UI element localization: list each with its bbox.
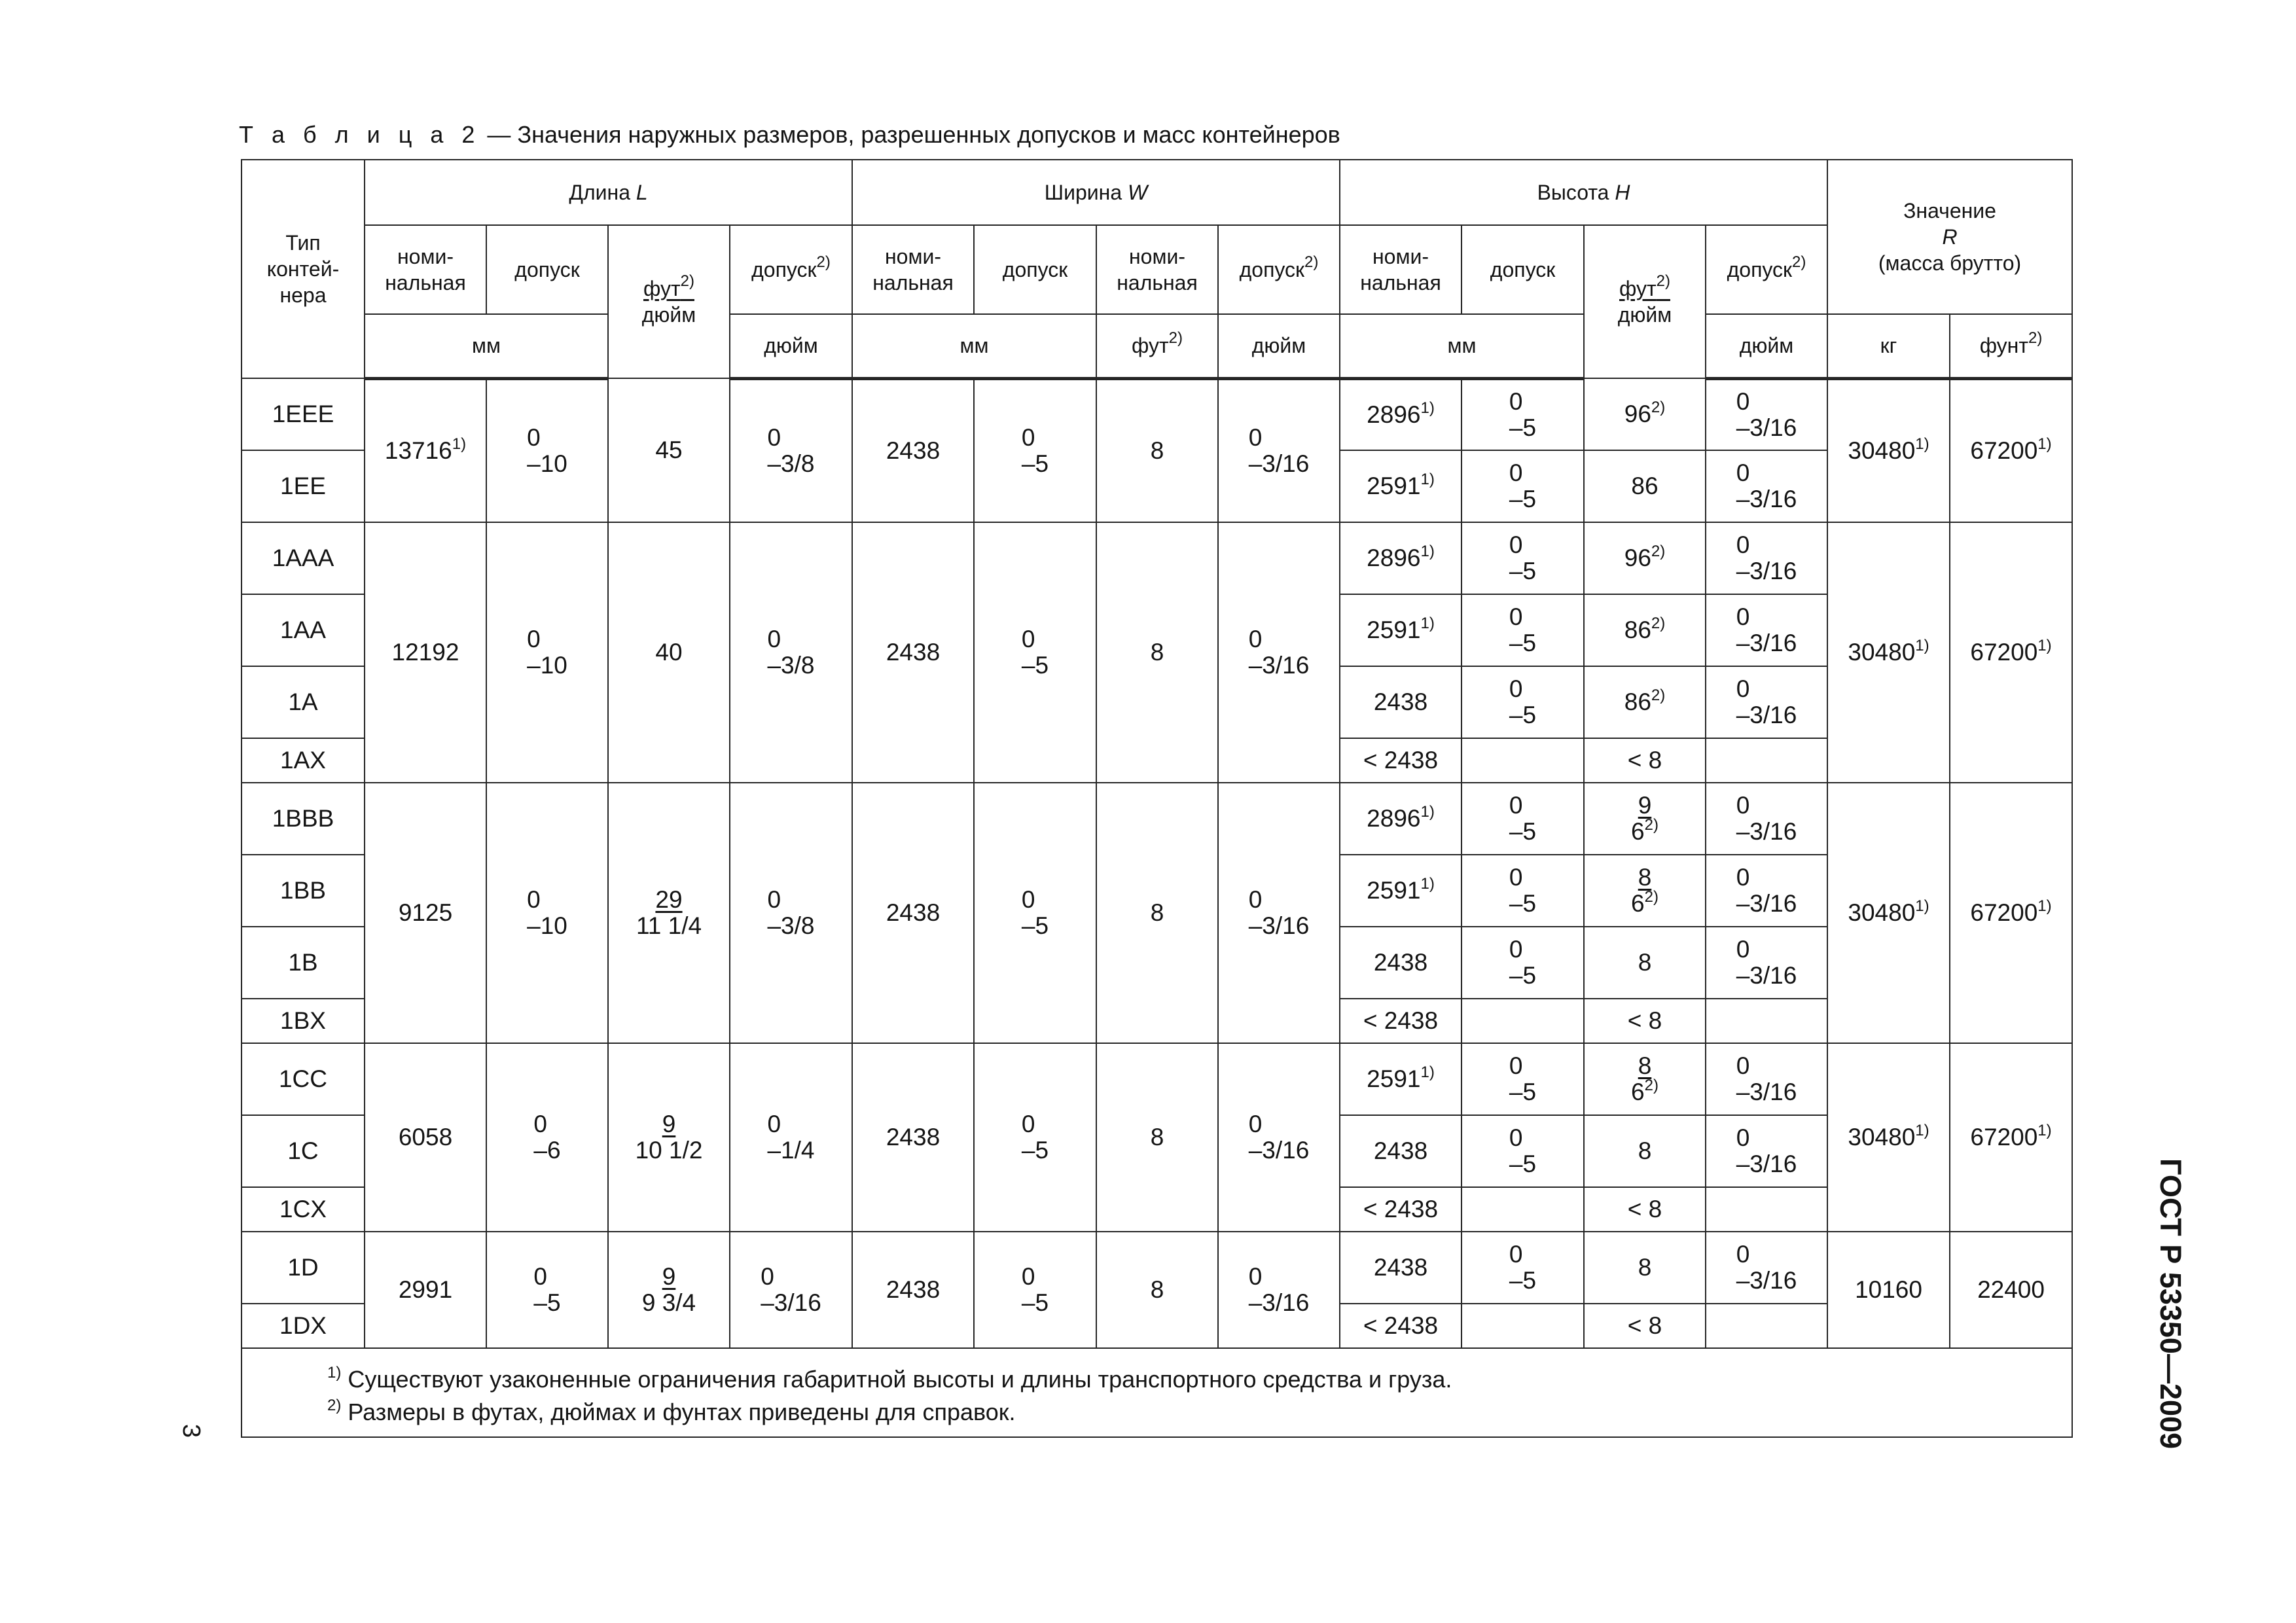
length-tol: 0 –6 bbox=[486, 1043, 608, 1232]
type-cell: 1EE bbox=[242, 450, 365, 522]
height-mm: 2896$^{1)}$ bbox=[1340, 522, 1462, 594]
height-ft: 8 bbox=[1584, 927, 1706, 999]
width-mm: 2438 bbox=[852, 1232, 974, 1348]
length-ft: $\frac{9}{10 1/2}$ bbox=[608, 1043, 730, 1232]
width-tol-in: 0 –3/16 bbox=[1218, 1232, 1340, 1348]
height-tol-in: 0 –3/16 bbox=[1706, 450, 1827, 522]
width-mm: 2438 bbox=[852, 378, 974, 522]
height-tol: 0 –5 bbox=[1462, 1115, 1584, 1187]
unit-ft-width: фут$^{2)}$ bbox=[1096, 314, 1218, 378]
table-row bbox=[242, 378, 2072, 450]
type-cell: 1A bbox=[242, 666, 365, 738]
document-code: ГОСТ Р 53350—2009 bbox=[2154, 1158, 2187, 1450]
height-tol: 0 –5 bbox=[1462, 783, 1584, 855]
type-cell: 1BX bbox=[242, 999, 365, 1043]
header-length-tolerance: допуск bbox=[486, 225, 608, 314]
width-tol-in: 0 –3/16 bbox=[1218, 522, 1340, 783]
length-mm: 6058 bbox=[365, 1043, 486, 1232]
height-ft: 8 bbox=[1584, 1115, 1706, 1187]
width-tol: 0 –5 bbox=[974, 378, 1096, 522]
height-mm: 2438 bbox=[1340, 927, 1462, 999]
height-tol-in: 0 –3/16 bbox=[1706, 666, 1827, 738]
type-cell: 1CX bbox=[242, 1187, 365, 1232]
footnotes bbox=[242, 1348, 2072, 1437]
height-tol: 0 –5 bbox=[1462, 378, 1584, 450]
height-ft: $\frac{8}{6^{2)}}$ bbox=[1584, 1043, 1706, 1115]
height-ft: < 8 bbox=[1584, 738, 1706, 783]
height-tol-in: 0 –3/16 bbox=[1706, 855, 1827, 927]
height-ft: 86 bbox=[1584, 450, 1706, 522]
header-height-ft-in: $\frac{фут^{2)}}{\text{дюйм}}$ bbox=[1584, 225, 1706, 378]
type-cell: 1C bbox=[242, 1115, 365, 1187]
header-length-nominal: номи- нальная bbox=[365, 225, 486, 314]
height-tol bbox=[1462, 999, 1584, 1043]
unit-in-width: дюйм bbox=[1218, 314, 1340, 378]
height-mm: 2591$^{1)}$ bbox=[1340, 594, 1462, 666]
length-tol: 0 –10 bbox=[486, 783, 608, 1043]
height-tol-in bbox=[1706, 999, 1827, 1043]
header-row-2 bbox=[242, 225, 2072, 314]
height-tol: 0 –5 bbox=[1462, 855, 1584, 927]
height-tol-in: 0 –3/16 bbox=[1706, 1115, 1827, 1187]
header-width-nominal-ft: номи- нальная bbox=[1096, 225, 1218, 314]
height-mm: 2438 bbox=[1340, 1115, 1462, 1187]
width-tol: 0 –5 bbox=[974, 522, 1096, 783]
footnote-2: $^{2)}$ Размеры в футах, дюймах и фунтах приведены для справок. bbox=[327, 1397, 1016, 1425]
width-tol: 0 –5 bbox=[974, 1232, 1096, 1348]
height-mm: 2896$^{1)}$ bbox=[1340, 378, 1462, 450]
table-row bbox=[242, 1043, 2072, 1115]
rating-kg: 30480$^{1)}$ bbox=[1827, 522, 1950, 783]
height-mm: 2896$^{1)}$ bbox=[1340, 783, 1462, 855]
type-cell: 1D bbox=[242, 1232, 365, 1304]
unit-in-height: дюйм bbox=[1706, 314, 1827, 378]
height-tol: 0 –5 bbox=[1462, 666, 1584, 738]
height-mm: < 2438 bbox=[1340, 1187, 1462, 1232]
width-tol-in: 0 –3/16 bbox=[1218, 1043, 1340, 1232]
height-tol-in: 0 –3/16 bbox=[1706, 783, 1827, 855]
rating-lb: 67200$^{1)}$ bbox=[1950, 783, 2072, 1043]
page-number: 3 bbox=[177, 1423, 206, 1438]
height-tol-in: 0 –3/16 bbox=[1706, 522, 1827, 594]
table-row bbox=[242, 783, 2072, 855]
header-type: Тип контей- нера bbox=[242, 160, 365, 378]
width-ft: 8 bbox=[1096, 522, 1218, 783]
rating-lb: 22400 bbox=[1950, 1232, 2072, 1348]
height-ft: 8 bbox=[1584, 1232, 1706, 1304]
header-width-nominal: номи- нальная bbox=[852, 225, 974, 314]
header-height: Высота H bbox=[1340, 160, 1827, 225]
width-tol-in: 0 –3/16 bbox=[1218, 783, 1340, 1043]
header-height-tolerance-in: допуск$^{2)}$ bbox=[1706, 225, 1827, 314]
height-mm: 2591$^{1)}$ bbox=[1340, 450, 1462, 522]
width-mm: 2438 bbox=[852, 783, 974, 1043]
length-mm: 13716$^{1)}$ bbox=[365, 378, 486, 522]
type-cell: 1AAA bbox=[242, 522, 365, 594]
height-ft: 86$^{2)}$ bbox=[1584, 594, 1706, 666]
rating-lb: 67200$^{1)}$ bbox=[1950, 1043, 2072, 1232]
unit-mm-width: мм bbox=[852, 314, 1096, 378]
header-units-row bbox=[242, 314, 2072, 378]
height-tol: 0 –5 bbox=[1462, 522, 1584, 594]
footnote-1: $^{1)}$ Существуют узаконенные ограничения габаритной высоты и длины транспортного средства и груза. bbox=[327, 1364, 1452, 1393]
unit-kg: кг bbox=[1827, 314, 1950, 378]
unit-lb: фунт$^{2)}$ bbox=[1950, 314, 2072, 378]
width-tol: 0 –5 bbox=[974, 1043, 1096, 1232]
height-ft: < 8 bbox=[1584, 999, 1706, 1043]
height-tol: 0 –5 bbox=[1462, 927, 1584, 999]
height-mm: < 2438 bbox=[1340, 738, 1462, 783]
height-tol: 0 –5 bbox=[1462, 594, 1584, 666]
length-tol-in: 0 –3/8 bbox=[730, 378, 852, 522]
table-caption: Т а б л и ц а 2 — Значения наружных размеров, разрешенных допусков и масс контейнеров bbox=[239, 121, 1340, 148]
header-height-tolerance: допуск bbox=[1462, 225, 1584, 314]
height-ft: 86$^{2)}$ bbox=[1584, 666, 1706, 738]
width-ft: 8 bbox=[1096, 783, 1218, 1043]
rating-kg: 30480$^{1)}$ bbox=[1827, 783, 1950, 1043]
height-tol-in bbox=[1706, 738, 1827, 783]
height-ft: 96$^{2)}$ bbox=[1584, 378, 1706, 450]
length-tol-in: 0 –3/16 bbox=[730, 1232, 852, 1348]
height-tol bbox=[1462, 1304, 1584, 1348]
height-tol-in: 0 –3/16 bbox=[1706, 927, 1827, 999]
width-ft: 8 bbox=[1096, 1232, 1218, 1348]
height-ft: < 8 bbox=[1584, 1304, 1706, 1348]
length-tol: 0 –10 bbox=[486, 378, 608, 522]
height-tol-in: 0 –3/16 bbox=[1706, 1232, 1827, 1304]
type-cell: 1BBB bbox=[242, 783, 365, 855]
height-mm: 2438 bbox=[1340, 1232, 1462, 1304]
footnotes-row bbox=[242, 1348, 2072, 1437]
header-width-tolerance: допуск bbox=[974, 225, 1096, 314]
length-mm: 9125 bbox=[365, 783, 486, 1043]
height-ft: < 8 bbox=[1584, 1187, 1706, 1232]
width-ft: 8 bbox=[1096, 378, 1218, 522]
width-mm: 2438 bbox=[852, 522, 974, 783]
length-tol: 0 –10 bbox=[486, 522, 608, 783]
rating-lb: 67200$^{1)}$ bbox=[1950, 378, 2072, 522]
header-length-tolerance-in: допуск$^{2)}$ bbox=[730, 225, 852, 314]
height-tol bbox=[1462, 1187, 1584, 1232]
height-mm: < 2438 bbox=[1340, 1304, 1462, 1348]
height-tol-in: 0 –3/16 bbox=[1706, 378, 1827, 450]
height-tol-in bbox=[1706, 1187, 1827, 1232]
length-tol-in: 0 –3/8 bbox=[730, 522, 852, 783]
height-mm: 2438 bbox=[1340, 666, 1462, 738]
height-tol bbox=[1462, 738, 1584, 783]
type-cell: 1DX bbox=[242, 1304, 365, 1348]
height-tol: 0 –5 bbox=[1462, 450, 1584, 522]
dimensions-table bbox=[241, 159, 2073, 1438]
header-width: Ширина W bbox=[852, 160, 1340, 225]
height-mm: 2591$^{1)}$ bbox=[1340, 1043, 1462, 1115]
header-height-nominal: номи- нальная bbox=[1340, 225, 1462, 314]
rating-lb: 67200$^{1)}$ bbox=[1950, 522, 2072, 783]
length-tol-in: 0 –3/8 bbox=[730, 783, 852, 1043]
header-length-ft-in: $\frac{фут^{2)}}{\text{дюйм}}$ bbox=[608, 225, 730, 378]
length-mm: 2991 bbox=[365, 1232, 486, 1348]
type-cell: 1EEE bbox=[242, 378, 365, 450]
rating-kg: 30480$^{1)}$ bbox=[1827, 1043, 1950, 1232]
width-mm: 2438 bbox=[852, 1043, 974, 1232]
width-ft: 8 bbox=[1096, 1043, 1218, 1232]
unit-in-length: дюйм bbox=[730, 314, 852, 378]
header-length: Длина L bbox=[365, 160, 852, 225]
length-tol: 0 –5 bbox=[486, 1232, 608, 1348]
length-ft: 45 bbox=[608, 378, 730, 522]
header-width-tolerance-in: допуск$^{2)}$ bbox=[1218, 225, 1340, 314]
height-tol-in: 0 –3/16 bbox=[1706, 594, 1827, 666]
height-tol-in: 0 –3/16 bbox=[1706, 1043, 1827, 1115]
length-ft: 40 bbox=[608, 522, 730, 783]
height-ft: 96$^{2)}$ bbox=[1584, 522, 1706, 594]
unit-mm-height: мм bbox=[1340, 314, 1584, 378]
type-cell: 1AA bbox=[242, 594, 365, 666]
rating-kg: 10160 bbox=[1827, 1232, 1950, 1348]
header-row-1 bbox=[242, 160, 2072, 225]
table-row bbox=[242, 522, 2072, 594]
length-mm: 12192 bbox=[365, 522, 486, 783]
height-tol: 0 –5 bbox=[1462, 1043, 1584, 1115]
type-cell: 1AX bbox=[242, 738, 365, 783]
width-tol-in: 0 –3/16 bbox=[1218, 378, 1340, 522]
length-tol-in: 0 –1/4 bbox=[730, 1043, 852, 1232]
rating-kg: 30480$^{1)}$ bbox=[1827, 378, 1950, 522]
length-ft: $\frac{29}{11 1/4}$ bbox=[608, 783, 730, 1043]
type-cell: 1CC bbox=[242, 1043, 365, 1115]
width-tol: 0 –5 bbox=[974, 783, 1096, 1043]
length-ft: $\frac{9}{9 3/4}$ bbox=[608, 1232, 730, 1348]
height-ft: $\frac{9}{6^{2)}}$ bbox=[1584, 783, 1706, 855]
height-mm: < 2438 bbox=[1340, 999, 1462, 1043]
type-cell: 1B bbox=[242, 927, 365, 999]
table-row bbox=[242, 1232, 2072, 1304]
height-tol-in bbox=[1706, 1304, 1827, 1348]
type-cell: 1BB bbox=[242, 855, 365, 927]
height-tol: 0 –5 bbox=[1462, 1232, 1584, 1304]
unit-mm-length: мм bbox=[365, 314, 608, 378]
header-rating: Значение R (масса брутто) bbox=[1827, 160, 2072, 314]
height-ft: $\frac{8}{6^{2)}}$ bbox=[1584, 855, 1706, 927]
height-mm: 2591$^{1)}$ bbox=[1340, 855, 1462, 927]
